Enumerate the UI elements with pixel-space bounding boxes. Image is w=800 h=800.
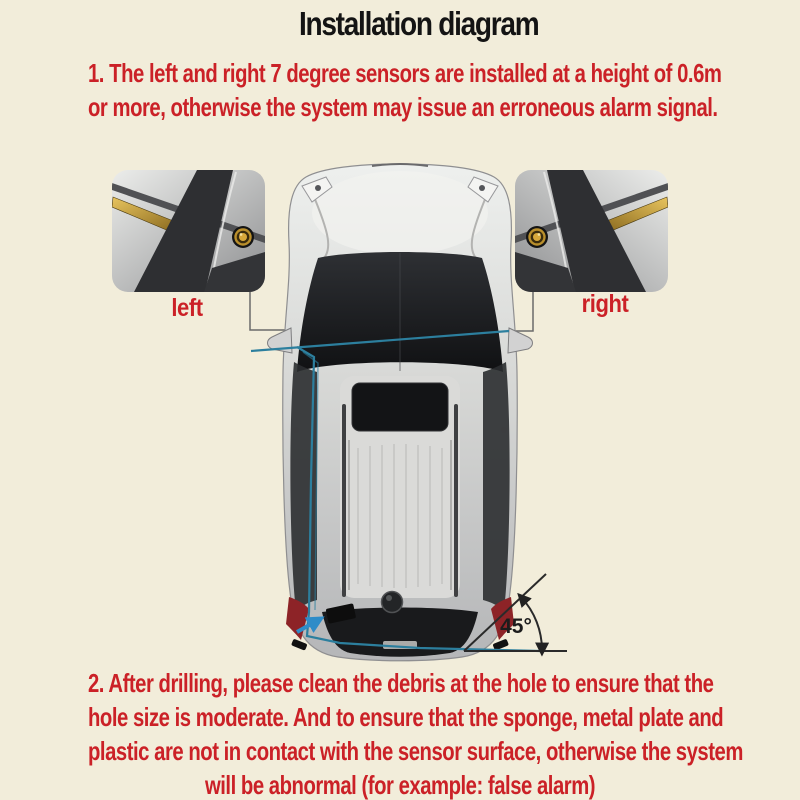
door-handle-right-rear	[500, 509, 506, 515]
instruction-1-line-1: 1. The left and right 7 degree sensors are installed at a height of 0.6m	[88, 58, 722, 88]
instruction-2-line-4: will be abnormal (for example: false alarm)	[204, 770, 596, 800]
side-window-right	[483, 362, 510, 611]
headlight-left-bulb	[315, 185, 321, 191]
page-title: Installation diagram	[298, 5, 539, 42]
rear-emblem-highlight	[386, 595, 392, 601]
instruction-2	[0, 666, 800, 800]
instruction-2-line-1: 2. After drilling, please clean the debris at the hole to ensure that the	[88, 668, 714, 698]
car-top-view	[268, 164, 533, 661]
rear-emblem	[382, 592, 403, 613]
instruction-2-line-3: plastic are not in contact with the sensor surface, otherwise the system	[88, 736, 743, 766]
hood-highlight	[312, 171, 488, 255]
headlight-right-bulb	[479, 185, 485, 191]
instruction-2-line-2: hole size is moderate. And to ensure that the sponge, metal plate and	[88, 702, 724, 732]
left-sensor-label: left	[171, 294, 203, 322]
angle-label: 45°	[500, 615, 532, 638]
right-sensor-inset-photo	[515, 170, 668, 292]
rear-corner-sensor-left	[291, 639, 308, 651]
instruction-1-line-2: or more, otherwise the system may issue an erroneous alarm signal.	[88, 92, 718, 122]
door-handle-left-front	[293, 427, 299, 433]
sunroof	[352, 383, 448, 431]
inset-connector-left	[250, 291, 287, 330]
door-handle-right-front	[501, 427, 507, 433]
door-handle-left-rear	[294, 509, 300, 515]
left-sensor-inset-photo	[112, 170, 265, 292]
right-sensor-label: right	[581, 290, 629, 318]
